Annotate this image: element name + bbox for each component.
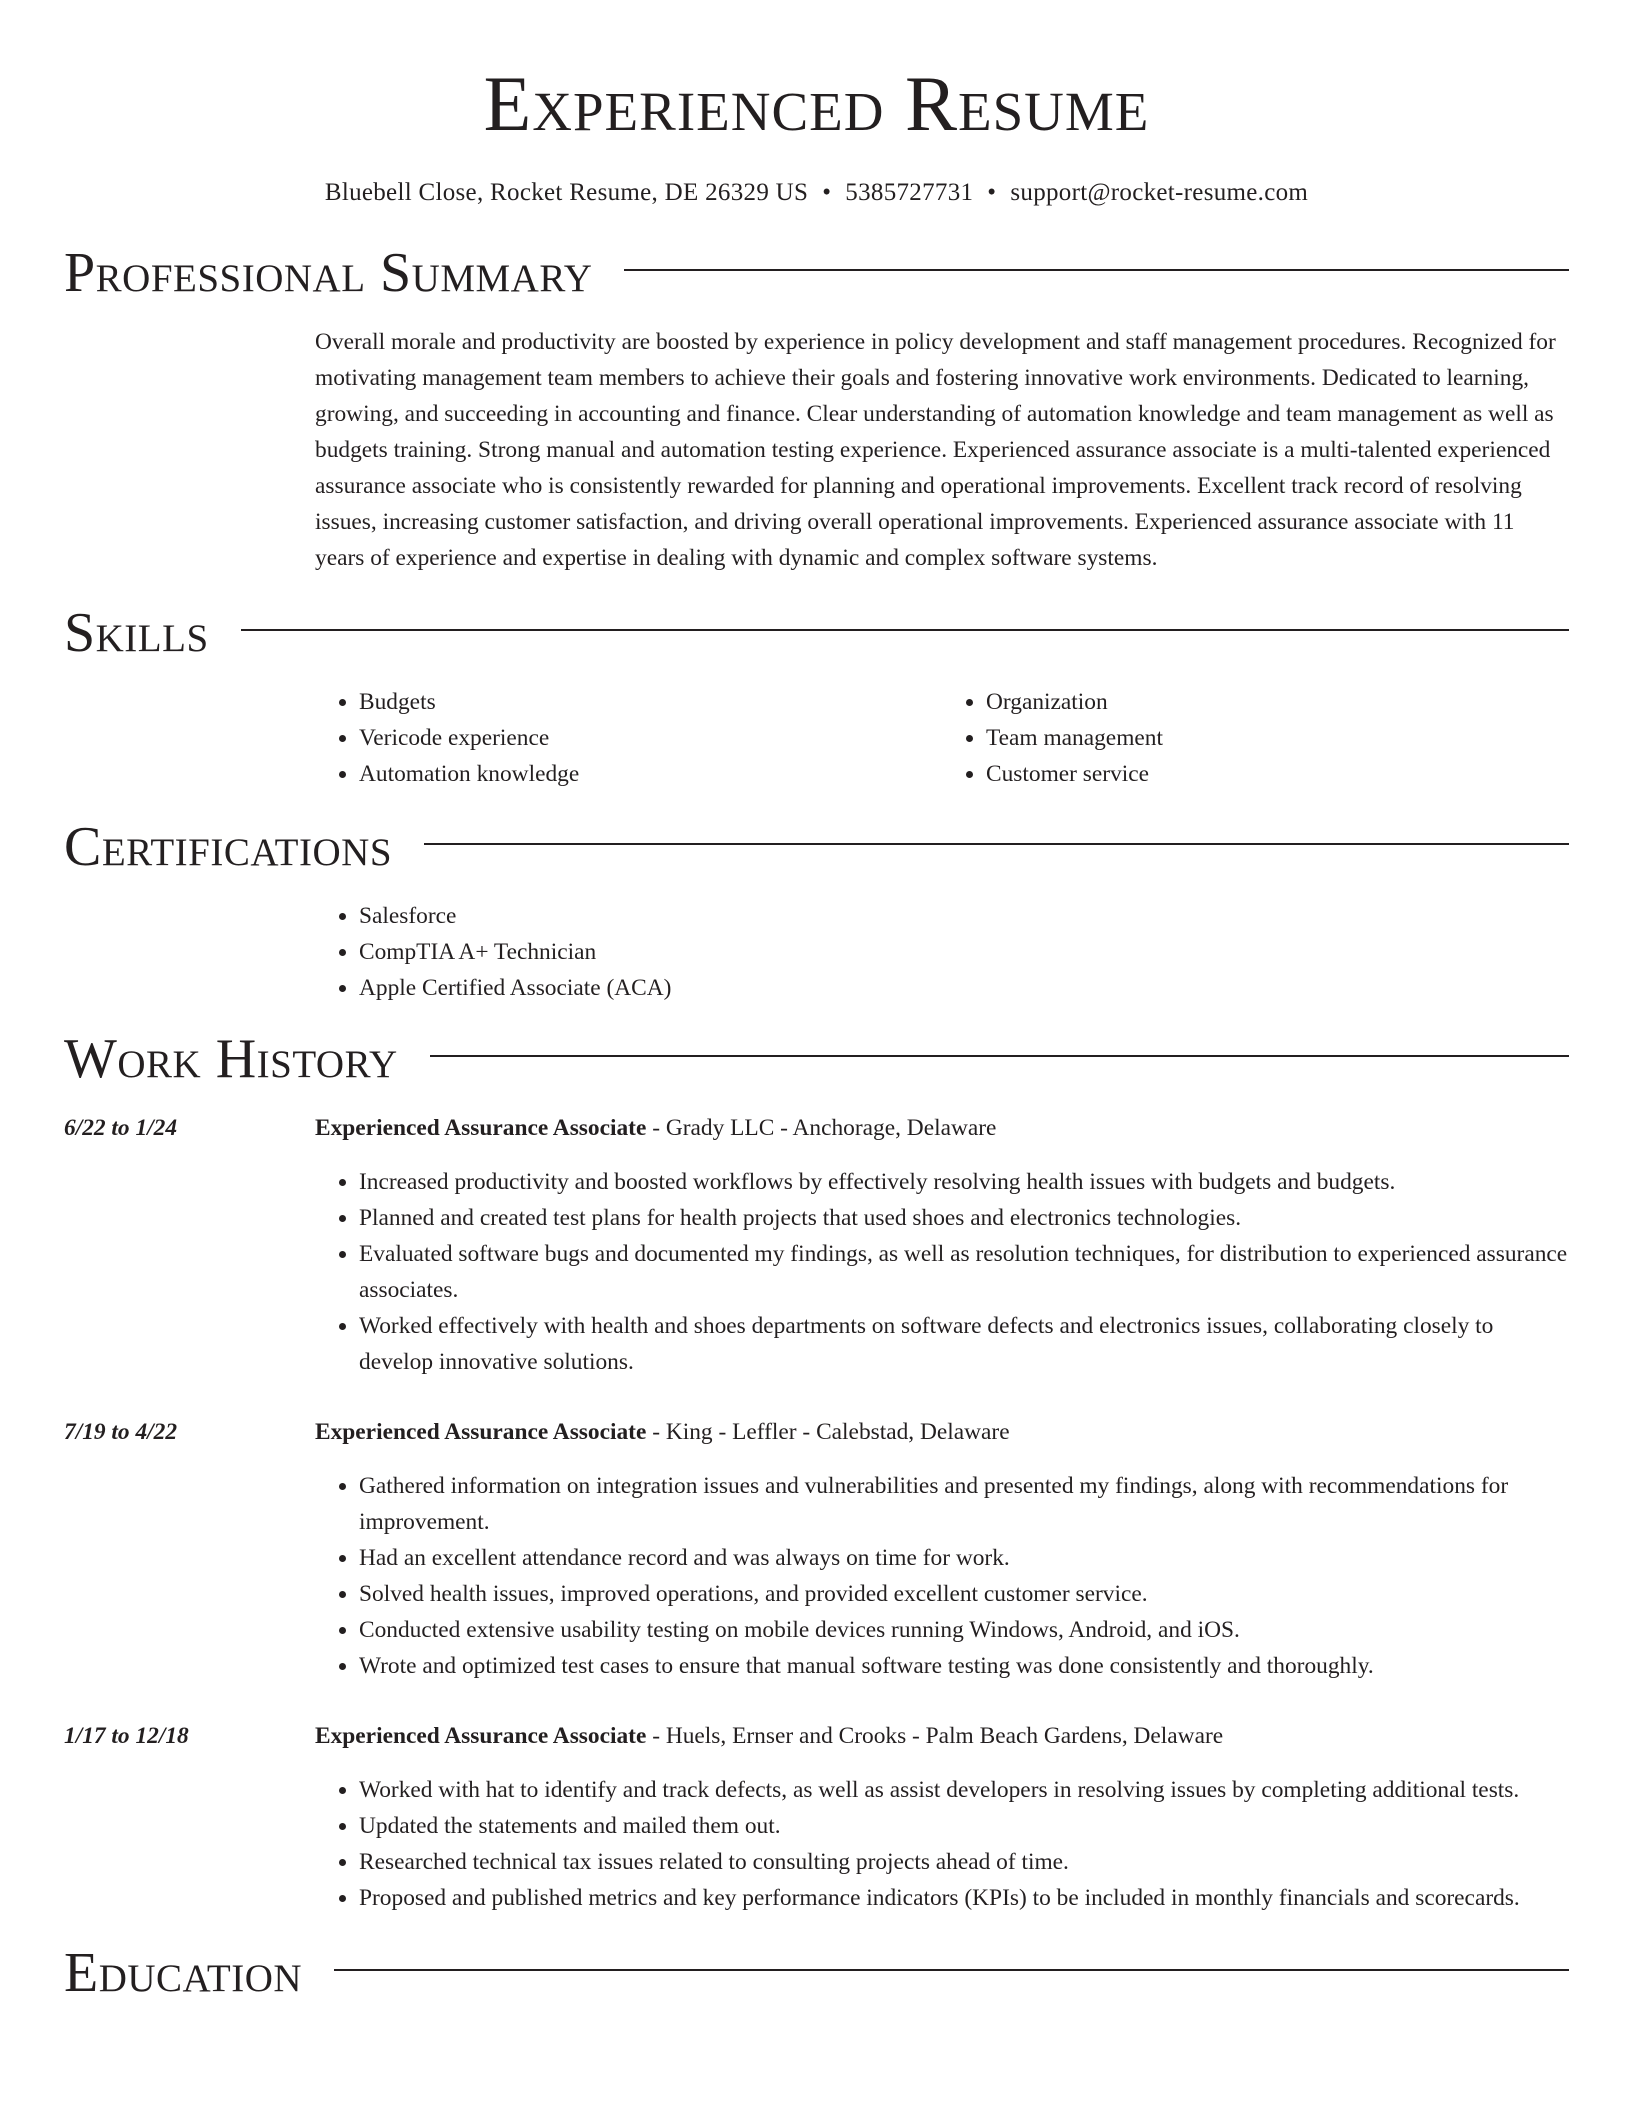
education-title: Education bbox=[64, 1942, 303, 2004]
job-bullet: • Increased productivity and boosted workflows by effectively resolving health issues with budgets and budgets. bbox=[359, 1164, 1569, 1200]
contact-line bbox=[64, 176, 1569, 210]
skills-column-right bbox=[942, 684, 1569, 792]
job-bullet: • Gathered information on integration issues and vulnerabilities and presented my findings, along with recommendations for improvement. bbox=[359, 1468, 1569, 1540]
job-entry bbox=[64, 1414, 1569, 1684]
job-heading bbox=[315, 1414, 1569, 1450]
job-bullet: • Had an excellent attendance record and was always on time for work. bbox=[359, 1540, 1569, 1576]
certifications-section bbox=[64, 812, 1569, 1006]
section-divider bbox=[430, 1055, 1569, 1057]
certification-item: • CompTIA A+ Technician bbox=[359, 934, 1569, 970]
skills-column-left bbox=[315, 684, 942, 792]
resume-name: Experienced Resume bbox=[483, 60, 1150, 147]
skills-section bbox=[64, 598, 1569, 792]
summary-heading bbox=[64, 238, 1569, 308]
skills-heading bbox=[64, 598, 1569, 668]
contact-separator: • bbox=[987, 179, 997, 206]
summary-body bbox=[315, 324, 1569, 576]
education-heading bbox=[64, 1938, 1569, 2008]
job-employer: - Grady LLC - Anchorage, Delaware bbox=[646, 1115, 997, 1141]
skill-item: • Automation knowledge bbox=[359, 756, 942, 792]
job-dates: 7/19 to 4/22 bbox=[64, 1419, 178, 1445]
job-bullets bbox=[315, 1468, 1569, 1684]
skill-item: • Vericode experience bbox=[359, 720, 942, 756]
job-dates: 1/17 to 12/18 bbox=[64, 1723, 189, 1749]
job-bullet: • Worked with hat to identify and track defects, as well as assist developers in resolving issues by completing additional tests. bbox=[359, 1772, 1569, 1808]
certifications-list bbox=[315, 898, 1569, 1006]
contact-email: support@rocket-resume.com bbox=[1010, 179, 1309, 206]
job-employer: - King - Leffler - Calebstad, Delaware bbox=[646, 1419, 1010, 1445]
certification-item: • Apple Certified Associate (ACA) bbox=[359, 970, 1569, 1006]
contact-address: Bluebell Close, Rocket Resume, DE 26329 US bbox=[324, 179, 809, 206]
job-bullets bbox=[315, 1772, 1569, 1916]
contact-separator: • bbox=[822, 179, 832, 206]
job-bullet: • Solved health issues, improved operations, and provided excellent customer service. bbox=[359, 1576, 1569, 1612]
summary-section bbox=[64, 238, 1569, 576]
section-divider bbox=[334, 1969, 1569, 1971]
skill-item: • Customer service bbox=[986, 756, 1569, 792]
section-divider bbox=[624, 269, 1569, 271]
certifications-body bbox=[315, 898, 1569, 1006]
job-bullet: • Conducted extensive usability testing on mobile devices running Windows, Android, and iOS. bbox=[359, 1612, 1569, 1648]
work-history-section bbox=[64, 1024, 1569, 1916]
summary-text: Overall morale and productivity are boosted by experience in policy development and staff management procedures. Recognized for motivating management team members to achieve their goals and fostering innovative work environments. Dedicated to learning, growing, and succeeding in accounting and finance. Clear understanding of automation knowledge and team management as well as budgets training. Strong manual and automation testing experience. Experienced assurance associate is a multi-talented experienced assurance associate who is consistently rewarded for planning and operational improvements. Excellent track record of resolving issues, increasing customer satisfaction, and driving overall operational improvements. Experienced assurance associate with 11 years of experience and expertise in dealing with dynamic and complex software systems. bbox=[315, 329, 1556, 571]
job-bullet: • Worked effectively with health and shoes departments on software defects and electronics issues, collaborating closely to develop innovative solutions. bbox=[359, 1308, 1569, 1380]
job-bullet: • Wrote and optimized test cases to ensure that manual software testing was done consistently and thoroughly. bbox=[359, 1648, 1569, 1684]
certification-item: • Salesforce bbox=[359, 898, 1569, 934]
education-section bbox=[64, 1938, 1569, 2008]
skill-item: • Organization bbox=[986, 684, 1569, 720]
skill-item: • Team management bbox=[986, 720, 1569, 756]
job-main bbox=[315, 1718, 1569, 1916]
job-title: Experienced Assurance Associate bbox=[315, 1115, 647, 1141]
work-history-heading bbox=[64, 1024, 1569, 1094]
job-bullet: • Updated the statements and mailed them out. bbox=[359, 1808, 1569, 1844]
job-main bbox=[315, 1110, 1569, 1380]
job-entry bbox=[64, 1718, 1569, 1916]
summary-title: Professional Summary bbox=[64, 242, 593, 304]
skills-title: Skills bbox=[64, 602, 209, 664]
contact-phone: 5385727731 bbox=[845, 179, 974, 206]
job-heading bbox=[315, 1718, 1569, 1754]
job-title: Experienced Assurance Associate bbox=[315, 1723, 647, 1749]
job-bullet: • Planned and created test plans for health projects that used shoes and electronics technologies. bbox=[359, 1200, 1569, 1236]
job-dates: 6/22 to 1/24 bbox=[64, 1115, 178, 1141]
job-bullets bbox=[315, 1164, 1569, 1380]
job-heading bbox=[315, 1110, 1569, 1146]
job-title: Experienced Assurance Associate bbox=[315, 1419, 647, 1445]
job-bullet: • Proposed and published metrics and key performance indicators (KPIs) to be included in monthly financials and scorecards. bbox=[359, 1880, 1569, 1916]
job-employer: - Huels, Ernser and Crooks - Palm Beach Gardens, Delaware bbox=[646, 1723, 1224, 1749]
section-divider bbox=[424, 843, 1569, 845]
certifications-title: Certifications bbox=[64, 816, 393, 878]
section-divider bbox=[241, 629, 1569, 631]
skill-item: • Budgets bbox=[359, 684, 942, 720]
skills-list bbox=[315, 684, 1569, 792]
work-history-title: Work History bbox=[64, 1028, 398, 1090]
job-bullet: • Evaluated software bugs and documented my findings, as well as resolution techniques, for distribution to experienced assurance associates. bbox=[359, 1236, 1569, 1308]
job-entry bbox=[64, 1110, 1569, 1380]
job-main bbox=[315, 1414, 1569, 1684]
job-bullet: • Researched technical tax issues related to consulting projects ahead of time. bbox=[359, 1844, 1569, 1880]
certifications-heading bbox=[64, 812, 1569, 882]
resume-page bbox=[64, 0, 1569, 2008]
